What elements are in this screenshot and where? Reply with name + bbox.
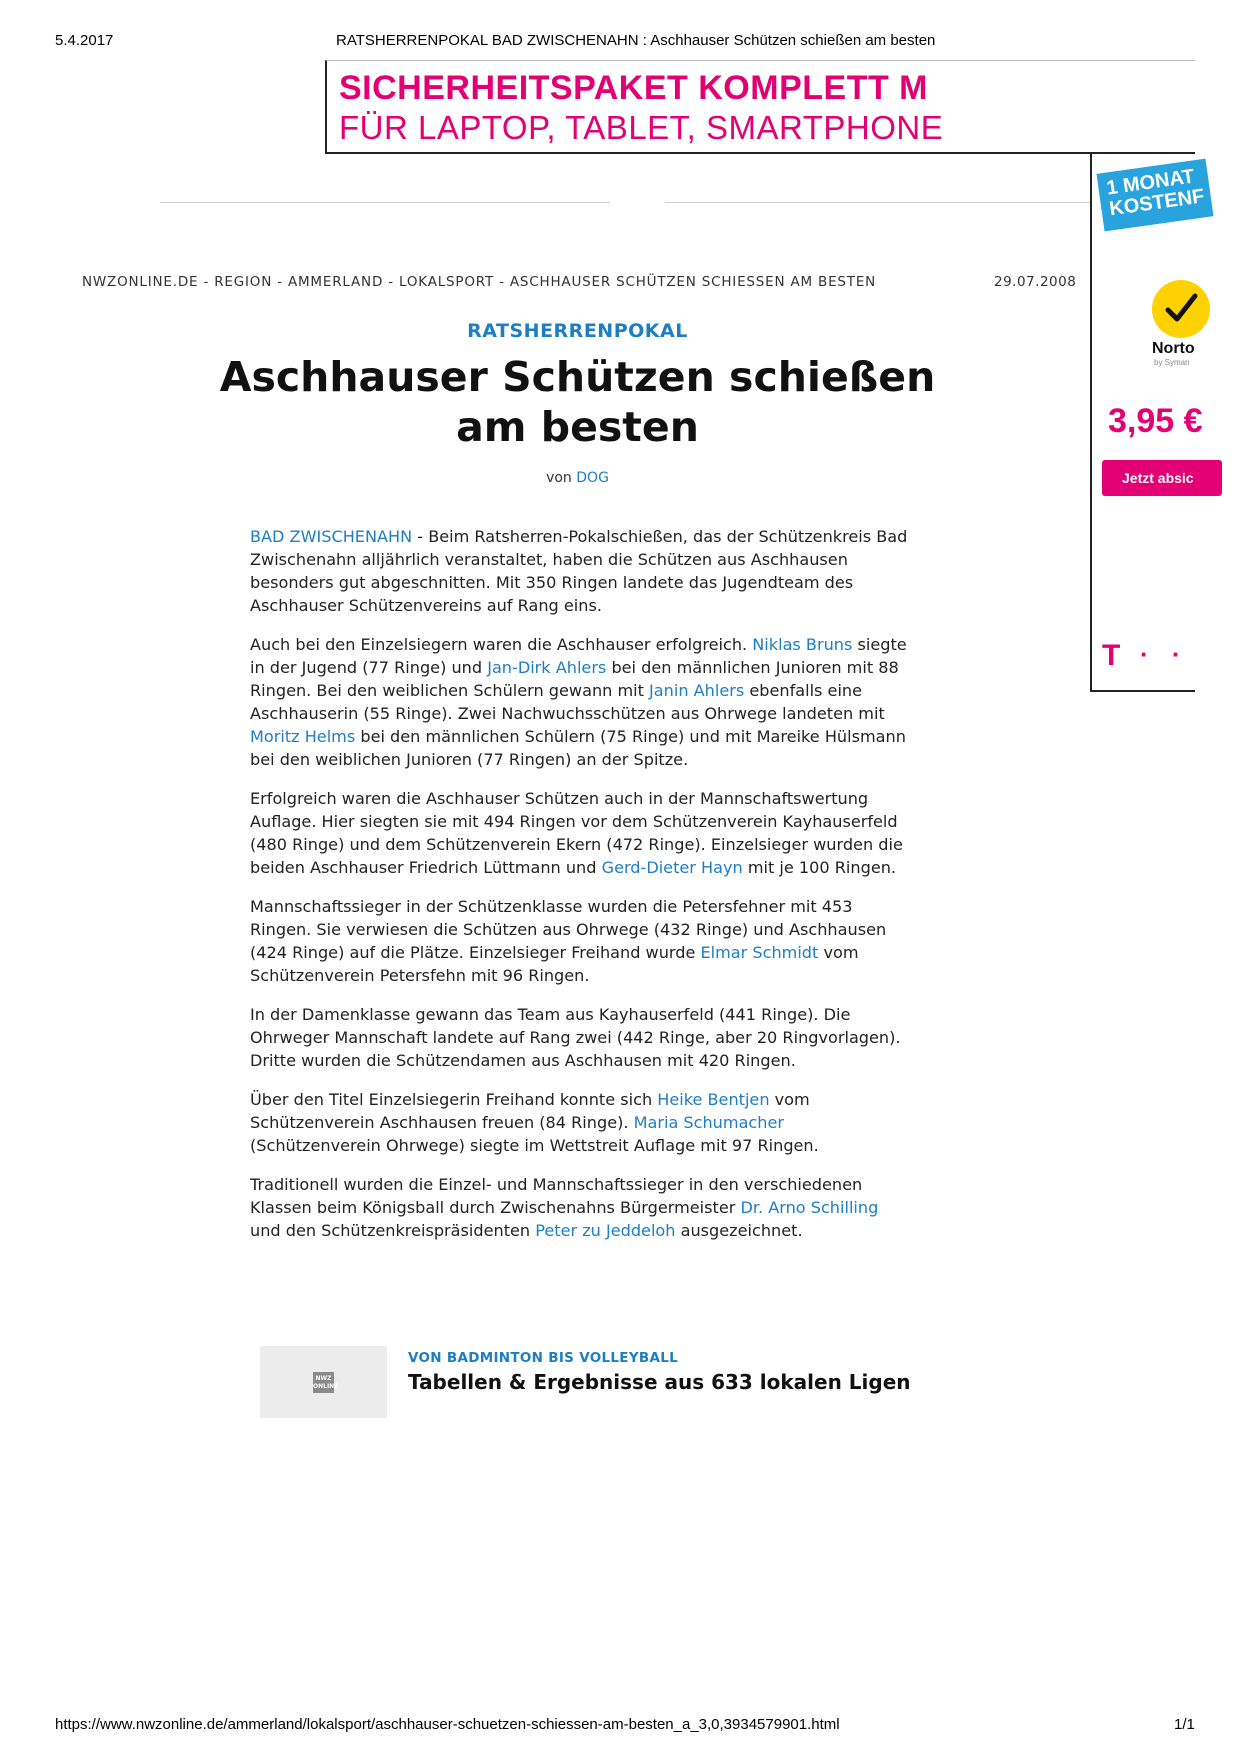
paragraph-2: Auch bei den Einzelsiegern waren die Aschhauser erfolgreich. Niklas Bruns siegte in der Jugend (77 Ringe) und Jan-Dirk Ahlers bei den männlichen Junioren mit 88 Ringen. Bei den weiblichen Schülern gewann mit Janin Ahlers ebenfalls eine Aschhauserin (55 Ringe). Zwei Nachwuchsschützen aus Ohrwege landeten mit Moritz Helms bei den männlichen Schülern (75 Ringe) und mit Mareike Hülsmann bei den weiblichen Junioren (77 Ringen) an der Spitze. <box>250 635 907 769</box>
ad-banner-line1: SICHERHEITSPAKET KOMPLETT M <box>339 69 928 107</box>
paragraph-5: In der Damenklasse gewann das Team aus Kayhauserfeld (441 Ringe). Die Ohrweger Mannschaft landete auf Rang zwei (442 Ringe, aber 20 Ringvorlagen). Dritte wurden die Schützendamen aus Aschhausen mit 420 Ringen. <box>250 1005 901 1070</box>
ad-skyscraper[interactable] <box>1090 154 1206 692</box>
ad-banner-top[interactable] <box>325 60 1195 154</box>
person-link[interactable]: Maria Schumacher <box>633 1113 784 1132</box>
paragraph-6: Über den Titel Einzelsiegerin Freihand konnte sich Heike Bentjen vom Schützenverein Aschhausen freuen (84 Ringe). Maria Schumacher (Schützenverein Ohrwege) siegte im Wettstreit Auflage mit 97 Ringen. <box>250 1090 819 1155</box>
divider-left <box>160 202 610 203</box>
ad-free-month-badge: 1 MONAT KOSTENF <box>1096 159 1213 232</box>
norton-check-icon <box>1152 280 1210 338</box>
teaser-thumbnail[interactable] <box>260 1346 387 1418</box>
ad-brand-name: Norto <box>1152 340 1195 357</box>
person-link[interactable]: Niklas Bruns <box>752 635 853 654</box>
article-date: 29.07.2008 <box>994 274 1077 290</box>
ad-price: 3,95 € <box>1108 402 1203 440</box>
page-title: Aschhauser Schützen schießen am besten <box>219 353 936 451</box>
person-link[interactable]: Gerd-Dieter Hayn <box>601 858 743 877</box>
author-link[interactable]: DOG <box>576 470 609 486</box>
print-page-number: 1/1 <box>1174 1716 1195 1733</box>
person-link[interactable]: Moritz Helms <box>250 727 356 746</box>
nwz-logo-icon: NWZ ONLINE <box>313 1372 334 1393</box>
article-kicker: RATSHERRENPOKAL <box>467 320 688 342</box>
paragraph-4: Mannschaftssieger in der Schützenklasse wurden die Petersfehner mit 453 Ringen. Sie verwiesen die Schützen aus Ohrwege (432 Ringe) und Aschhausen (424 Ringe) auf die Plätze. Einzelsieger Freihand wurde Elmar Schmidt vom Schützenverein Petersfehn mit 96 Ringen. <box>250 897 887 985</box>
paragraph-1: BAD ZWISCHENAHN - Beim Ratsherren-Pokalschießen, das der Schützenkreis Bad Zwischenahn alljährlich veranstaltet, haben die Schützen aus Aschhausen besonders gut abgeschnitten. Mit 350 Ringen landete das Jugendteam des Aschhauser Schützenvereins auf Rang eins. <box>250 527 908 615</box>
print-date: 5.4.2017 <box>55 32 114 49</box>
ad-brand-sub: by Syman <box>1154 358 1190 367</box>
divider-right <box>665 202 1090 203</box>
byline-prefix: von <box>546 470 572 486</box>
person-link[interactable]: Janin Ahlers <box>649 681 745 700</box>
print-url: https://www.nwzonline.de/ammerland/lokalsport/aschhauser-schuetzen-schiessen-am-besten_a_3,0,3934579901.html <box>55 1716 840 1733</box>
article-body <box>250 525 910 1258</box>
person-link[interactable]: Jan-Dirk Ahlers <box>487 658 607 677</box>
ad-cta-button[interactable]: Jetzt absic <box>1102 460 1222 496</box>
person-link[interactable]: Elmar Schmidt <box>700 943 819 962</box>
paragraph-3: Erfolgreich waren die Aschhauser Schützen auch in der Mannschaftswertung Auflage. Hier siegten sie mit 494 Ringen vor dem Schützenverein Kayhauserfeld (480 Ringe) und dem Schützenverein Ekern (472 Ringe). Einzelsieger wurden die beiden Aschhauser Friedrich Lüttmann und Gerd-Dieter Hayn mit je 100 Ringen. <box>250 789 903 877</box>
related-teaser[interactable] <box>260 1346 940 1420</box>
person-link[interactable]: Dr. Arno Schilling <box>740 1198 879 1217</box>
paragraph-7: Traditionell wurden die Einzel- und Mannschaftssieger in den verschiedenen Klassen beim Königsball durch Zwischenahns Bürgermeister Dr. Arno Schilling und den Schützenkreispräsidenten Peter zu Jeddeloh ausgezeichnet. <box>250 1175 879 1240</box>
byline <box>0 470 1155 486</box>
teaser-category: VON BADMINTON BIS VOLLEYBALL <box>408 1350 679 1366</box>
telekom-logo-icon: T <box>1102 639 1121 672</box>
print-doc-title: RATSHERRENPOKAL BAD ZWISCHENAHN : Aschhauser Schützen schießen am besten <box>336 32 936 49</box>
teaser-headline[interactable]: Tabellen & Ergebnisse aus 633 lokalen Ligen <box>408 1370 911 1394</box>
telekom-dots: · · <box>1140 639 1189 669</box>
ad-banner-line2: FÜR LAPTOP, TABLET, SMARTPHONE <box>339 109 944 146</box>
person-link[interactable]: Heike Bentjen <box>657 1090 770 1109</box>
dateline-place: BAD ZWISCHENAHN <box>250 527 413 546</box>
person-link[interactable]: Peter zu Jeddeloh <box>535 1221 676 1240</box>
breadcrumb[interactable]: NWZONLINE.DE - REGION - AMMERLAND - LOKALSPORT - ASCHHAUSER SCHÜTZEN SCHIESSEN AM BESTEN <box>82 274 877 290</box>
